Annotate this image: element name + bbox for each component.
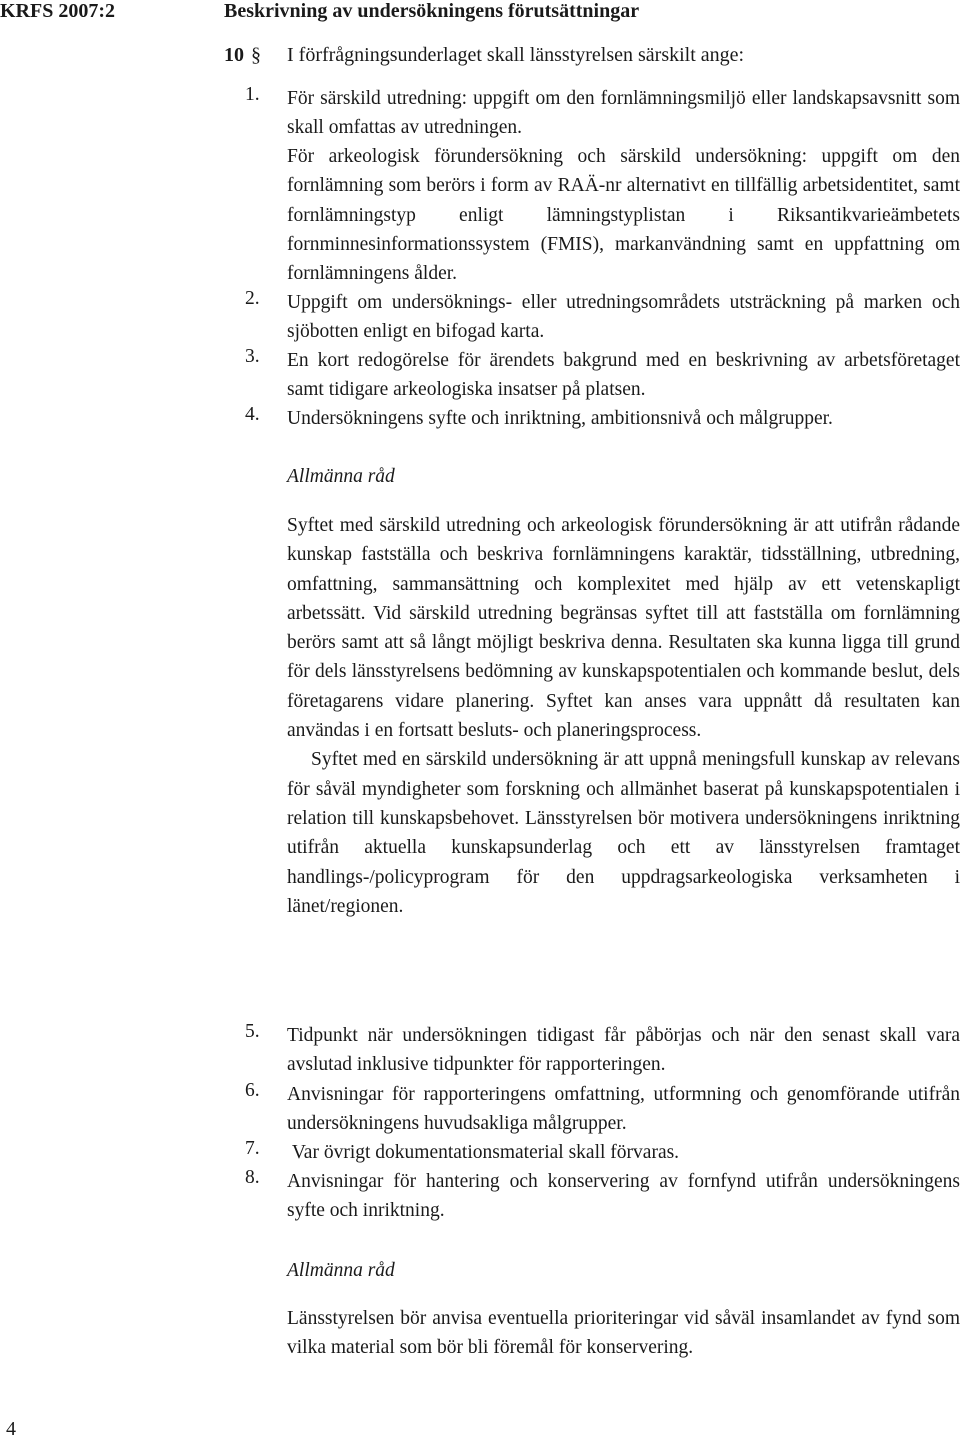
list-item-number: 2. (245, 288, 260, 309)
advice-paragraph: Syftet med en särskild undersökning är att uppnå meningsfull kunskap av relevans för såväl myndigheter som forskning och allmänhet baserat på kunskapspotentialen i relation till kunskapsbehovet. Länsstyrelsen bör motivera undersökningens inriktning utifrån aktuella kunskapsunderlag och ett av länsstyrelsen framtaget handlings-/policyprogram för den uppdragsarkeologiska verksamheten i länet/regionen. (287, 749, 960, 917)
list-item-text: En kort redogörelse för ärendets bakgrund med en beskrivning av arbetsföretaget samt tidigare arkeologiska insatser på platsen. (287, 350, 960, 401)
general-advice-body (287, 1304, 960, 1363)
list-item-text: Var övrigt dokumentationsmaterial skall förvaras. (287, 1142, 680, 1163)
section-number: 10 (224, 44, 244, 66)
advice-paragraph: Syftet med särskild utredning och arkeologisk förundersökning är att utifrån rådande kunskap fastställa och beskriva fornlämningens karaktär, tidsställning, utbredning, omfattning, sammansättning och komplexitet med hjälp av ett vetenskapligt arbetssätt. Vid särskild utredning begränsas syftet till att fastställa om fornlämning berörs samt att så långt möjligt beskriva denna. Resultaten ska kunna ligga till grund för dels länsstyrelsens bedömning av kunskapspotentialen och kommande beslut, dels företagarens vidare planering. Syftet kan anses vara uppnått då resultaten kan användas i en fortsatt besluts- och planeringsprocess. (287, 515, 960, 742)
running-header-left: KRFS 2007:2 (0, 0, 115, 22)
list-item-text: Anvisningar för hantering och konservering av fornfynd utifrån undersökningens syfte och inriktning. (287, 1171, 960, 1222)
list-item-number: 5. (245, 1021, 260, 1042)
list-item-text: Tidpunkt när undersökningen tidigast får påbörjas och när den senast skall vara avslutad inklusive tidpunkter för rapporteringen. (287, 1025, 960, 1076)
section-mark: § (251, 44, 261, 66)
list-item-number: 1. (245, 84, 260, 105)
list-item-text: Undersökningens syfte och inriktning, ambitionsnivå och målgrupper. (287, 408, 833, 429)
general-advice-heading: Allmänna råd (287, 466, 395, 487)
running-header-title: Beskrivning av undersökningens förutsättningar (224, 0, 640, 22)
list-item-text: För särskild utredning: uppgift om den fornlämningsmiljö eller landskapsavsnitt som skall omfattas av utredningen. (287, 88, 960, 139)
list-item-number: 4. (245, 404, 260, 425)
section-intro: I förfrågningsunderlaget skall länsstyrelsen särskilt ange: (287, 44, 745, 66)
list-item-number: 3. (245, 346, 260, 367)
list-item-number: 7. (245, 1138, 260, 1159)
general-advice-heading: Allmänna råd (287, 1260, 395, 1281)
list-item-text: För arkeologisk förundersökning och särskild undersökning: uppgift om den fornlämning som berörs i form av RAÄ-nr alternativt en tillfällig arbetsidentitet, samt fornlämningstyp enligt lämningstyplistan i Riksantikvarieämbetets fornminnesinformationssystem (FMIS), markanvändning samt en uppfattning om fornlämningens ålder. (287, 146, 960, 285)
list-item-text: Anvisningar för rapporteringens omfattning, utformning och genomförande utifrån undersökningens huvudsakliga målgrupper. (287, 1084, 960, 1135)
advice-paragraph: Länsstyrelsen bör anvisa eventuella prioriteringar vid såväl insamlandet av fynd som vilka material som bör bli föremål för konservering. (287, 1308, 960, 1359)
list-item-number: 6. (245, 1080, 260, 1101)
general-advice-body (287, 511, 960, 921)
list-item-text: Uppgift om undersöknings- eller utredningsområdets utsträckning på marken och sjöbotten enligt en bifogad karta. (287, 292, 960, 343)
list-item-number: 8. (245, 1167, 260, 1188)
page-number: 4 (6, 1418, 16, 1440)
